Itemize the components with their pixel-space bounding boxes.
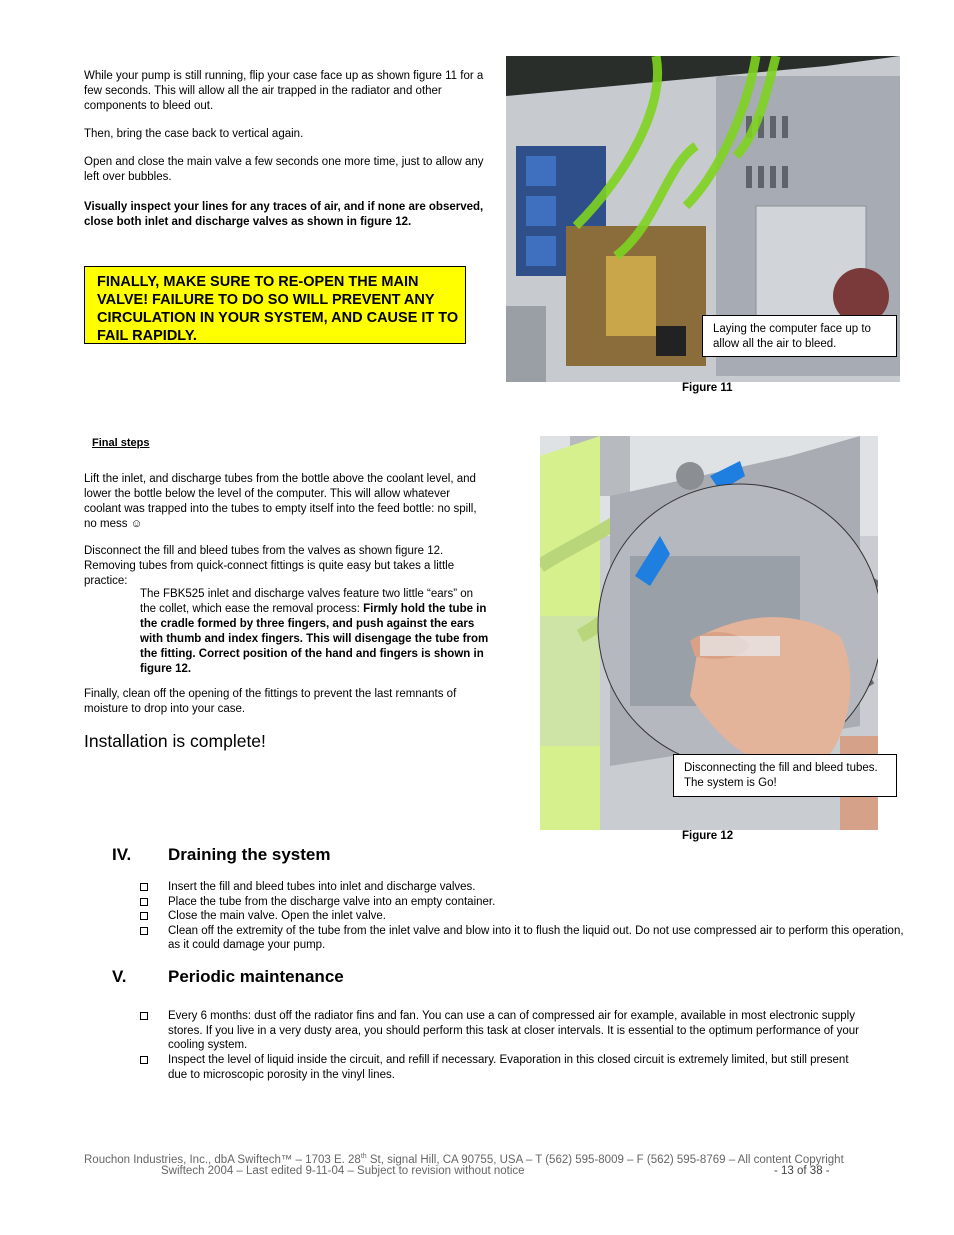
section-iv-title: Draining the system — [168, 845, 331, 864]
checkbox-bullet-icon — [140, 883, 148, 891]
ears-instructions — [140, 587, 492, 677]
footer-line-2: Swiftech 2004 – Last edited 9-11-04 – Subject to revision without notice — [161, 1165, 525, 1177]
section-v-heading — [112, 967, 344, 987]
checkbox-bullet-icon — [140, 1056, 148, 1064]
checkbox-bullet-icon — [140, 912, 148, 920]
draining-list — [140, 880, 915, 953]
list-item-text: Insert the fill and bleed tubes into inlet and discharge valves. — [168, 881, 476, 893]
list-item-text: Close the main valve. Open the inlet valve. — [168, 910, 386, 922]
page-number: - 13 of 38 - — [774, 1165, 830, 1177]
maintenance-list — [140, 1009, 860, 1083]
section-iv-heading — [112, 845, 331, 865]
final-paragraph-2: Disconnect the fill and bleed tubes from the valves as shown figure 12. Removing tubes from quick-connect fittings is quite easy but takes a little practice: — [84, 545, 455, 587]
figure-11-label: Figure 11 — [682, 382, 733, 394]
section-v-title: Periodic maintenance — [168, 967, 344, 986]
list-item-text: Place the tube from the discharge valve into an empty container. — [168, 895, 496, 908]
checkbox-bullet-icon — [140, 927, 148, 935]
checkbox-bullet-icon — [140, 898, 148, 906]
ears-instructions-plain: The FBK525 inlet and discharge valves feature two little “ears” on the collet, which ease the removal process: — [140, 588, 474, 615]
list-item — [140, 909, 915, 924]
footer-address: Rouchon Industries, Inc., dbA Swiftech™ – 1703 E. 28 — [84, 1153, 361, 1166]
footer-superscript: th — [360, 1153, 367, 1160]
figure-12-caption: Disconnecting the fill and bleed tubes. The system is Go! — [673, 754, 897, 797]
final-steps-heading: Final steps — [92, 437, 150, 449]
inspect-paragraph: Visually inspect your lines for any traces of air, and if none are observed, close both inlet and discharge valves as shown in figure 12. — [84, 201, 484, 228]
warning-box: FINALLY, MAKE SURE TO RE-OPEN THE MAIN VALVE! FAILURE TO DO SO WILL PREVENT ANY CIRCULATION IN YOUR SYSTEM, AND CAUSE IT TO FAIL RAPIDLY. — [84, 266, 466, 344]
list-item — [140, 1009, 860, 1053]
list-item — [140, 924, 915, 953]
list-item-text: Inspect the level of liquid inside the circuit, and refill if necessary. Evaporation in this closed circuit is extremely limited, but still present due to microscopic porosity in the vinyl lines. — [168, 1054, 849, 1081]
footer-contact: St, signal Hill, CA 90755, USA – T (562) 595-8009 – F (562) 595-8769 – All content Copyright — [366, 1153, 844, 1166]
installation-complete: Installation is complete! — [84, 731, 266, 751]
list-item-text: Clean off the extremity of the tube from the inlet valve and blow into it to flush the liquid out. Do not use compressed air to perform this operation, as it could damage your pump. — [168, 924, 904, 951]
ears-instructions-bold: Firmly hold the tube in the cradle formed by three fingers, and push against the ears with thumb and index fingers. This will disengage the tube from the fitting. Correct position of the hand and fingers is shown in figure 12. — [140, 603, 489, 675]
list-item — [140, 880, 915, 895]
final-paragraph-1: Lift the inlet, and discharge tubes from the bottle above the coolant level, and lower the bottle below the level of the computer. This will allow whatever coolant was trapped into the tubes to empty itself into the feed bottle: no spill, no mess ☺ — [84, 473, 477, 530]
intro-paragraph-2: Then, bring the case back to vertical again. — [84, 128, 304, 140]
intro-paragraph-1: While your pump is still running, flip your case face up as shown figure 11 for a few seconds. This will allow all the air trapped in the radiator and other components to bleed out. — [84, 70, 484, 112]
figure-11-caption: Laying the computer face up to allow all the air to bleed. — [702, 315, 897, 357]
final-paragraph-3: Finally, clean off the opening of the fittings to prevent the last remnants of moisture to drop into your case. — [84, 688, 457, 715]
section-iv-number: IV. — [112, 845, 132, 864]
section-v-number: V. — [112, 967, 127, 986]
list-item — [140, 895, 915, 910]
list-item — [140, 1053, 860, 1082]
intro-paragraph-3: Open and close the main valve a few seconds one more time, just to allow any left over bubbles. — [84, 156, 484, 183]
checkbox-bullet-icon — [140, 1012, 148, 1020]
figure-12-label: Figure 12 — [682, 830, 734, 842]
list-item-text: Every 6 months: dust off the radiator fins and fan. You can use a can of compressed air for example, available in most electronic supply stores. If you live in a very dusty area, you should perform this task at closer intervals. It is essential to the optimum performance of your cooling system. — [168, 1010, 859, 1052]
